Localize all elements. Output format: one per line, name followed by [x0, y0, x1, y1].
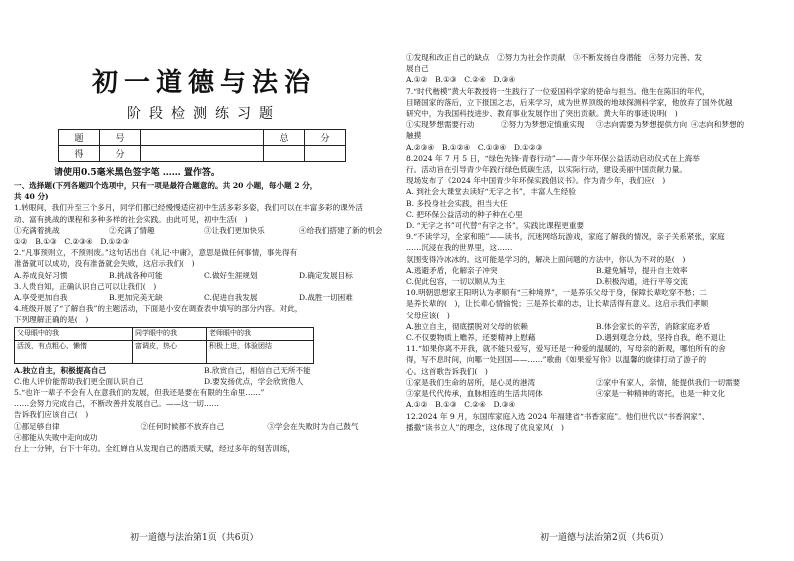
question-11-options	[406, 377, 786, 388]
question-2-cont: 准备就可以成功，没有准备就会失败，这启示我们( )	[14, 259, 195, 269]
question-6-options-cont: 展自己	[406, 64, 429, 74]
question-1-cont: 动、富有挑战的课程和多种多样的社会实践。由此可见，初中生活( )	[14, 214, 248, 224]
option: B.体会家长的辛苦，消除家庭矛盾	[596, 321, 711, 331]
option: D. “无字之书”可代替“有字之书”，实践比课程更重要	[406, 221, 585, 231]
score-cell: 题	[59, 130, 100, 146]
table-cell: 活泼，有点粗心、懒惰	[15, 340, 133, 363]
score-cell: 总	[264, 130, 305, 146]
option: ④家是一种精神的寄托，也是一种文化	[596, 389, 726, 399]
score-cell	[141, 130, 264, 146]
question-10: 10.明朝思想家王阳明认为孝顺有“三种境界”，一是养乐父母于身，保障长辈吃穿不愁；二	[406, 288, 707, 298]
option: B. 多投身社会实践，担当大任	[406, 198, 508, 208]
score-cell	[264, 146, 305, 162]
question-10-options-2	[406, 332, 786, 343]
option: C. 把环保公益活动的种子种在心里	[406, 209, 523, 219]
option: ③家是代代传承，血脉相连的生活共同体	[406, 389, 543, 399]
option: ①实现梦想需要行动	[406, 120, 475, 130]
question-1: 1.转眼间，我们升至三个多月，同学们都已经慢慢适应初中生活多彩多姿，我们可以在丰富多彩的课外活	[14, 203, 363, 213]
instruction-note: 请使用0.5毫米黑色签字笔 …… 置作答。	[54, 168, 220, 178]
question-9-cont: ……沉浸在我的世界里，这……	[406, 243, 513, 253]
option: B.挑战各种可能	[109, 270, 163, 280]
question-12: 12.2024 年 9 月，东国库家庭入选 2024 年福建省“书香家庭”。他们世代以“书香润家”、	[406, 411, 710, 421]
option: A.逃避矛盾，化解亲子冲突	[406, 265, 498, 275]
question-3-options	[14, 292, 394, 303]
question-9-options	[406, 265, 786, 276]
table-cell: 积极上进，体验团结	[206, 340, 313, 363]
option: D.要发扬优点，学会欣赏他人	[204, 376, 304, 386]
option: B.避免辅导，提升自主效率	[596, 265, 688, 275]
question-4-options	[14, 365, 394, 376]
question-7-cont: 研究中，为我国科技进步、教育事业发展作出了突出贡献。黄大年的事迹说明( )	[406, 109, 678, 119]
question-2: 2.“凡事预则立，不预则废。”这句话出自《礼记·中庸》，意思是做任何事情，事先得有	[14, 248, 298, 258]
question-11-cont: 心。这首歌告诉我们( )	[406, 366, 488, 376]
question-5-option-4: ④都能从失败中走向成功	[14, 432, 98, 442]
question-5-cont: ……会努力完成自己，不断改善并发展自己。——这一切……	[14, 399, 220, 409]
question-6: 台上一分钟，台下十年功。全红婵自从发现自己的潜质天赋，经过多年的刻苦训练，	[14, 444, 295, 454]
option: ①充满着挑战	[14, 225, 60, 235]
option: A. 到社会大课堂去读好“无字之书”，丰富人生经验	[406, 187, 576, 197]
question-4-table	[14, 327, 314, 364]
table-cell: 富调皮，热心	[133, 340, 207, 363]
option: A.享受更加自我	[14, 293, 68, 303]
option: ④志向和梦想的	[691, 120, 745, 130]
score-cell: 得	[59, 146, 100, 162]
question-7-options	[406, 119, 786, 130]
score-cell: 分	[100, 146, 141, 162]
option: B.更加完美无缺	[109, 293, 163, 303]
score-cell: 号	[100, 130, 141, 146]
question-8-cont: 现场发布了《2024 年中国青少年环保实践倡议书》。作为青少年，我们应( )	[406, 176, 666, 186]
option: ①都足够自律	[14, 421, 60, 431]
question-10-options	[406, 321, 786, 332]
option: ④给我们搭建了新的机会	[299, 225, 383, 235]
question-11-answers: A.①② B.①③ C.②④ D.③④	[406, 400, 516, 410]
question-11: 11.“如果你离不开我，就不能只爱写，爱写还是一种爱的温暖的，写母亲的新观，哪怕所有的舍	[406, 344, 726, 354]
option: ③学会在失败时为自己鼓气	[267, 421, 359, 431]
question-8: 8.2024 年 7 月 5 日，“绿色先锋·青春行动”——青少年环保公益活动启动仪式在上海举	[406, 153, 700, 163]
question-10-cont: 父母应该( )	[406, 310, 450, 320]
question-1-answers: ①② B.①③ C.②③④ D.①②③	[14, 237, 130, 247]
score-cell: 分	[305, 130, 346, 146]
section-heading: 一、选择题(下列各题四个选项中，只有一项是最符合题意的。共 20 小题，每小题 2 分，	[14, 181, 318, 190]
question-10-cont: 是养长辈的( )，让长辈心情愉悦；三是养长辈的志，让长辈活得有意义。这启示我们孝顺	[406, 299, 709, 309]
question-5: 5.“也许一辈子不会有人在意我们的发展，但我还是要在有限的生命里……”	[14, 388, 265, 398]
page-footer-right: 初一道德与法治第2页（共6页）	[540, 533, 669, 543]
question-2-options	[14, 270, 394, 281]
question-6-options: ①发现和改正自己的缺点 ②努力为社会作贡献 ③不断发扬自身潜能 ④努力完善、发	[406, 53, 703, 62]
option: C.促此包容，一切以顺从为主	[406, 277, 506, 287]
section-heading-cont: 共 40 分)	[14, 192, 49, 202]
question-11-options-2	[406, 388, 786, 399]
option: ②充满了情趣	[109, 225, 155, 235]
option: C.他人评价能帮助我们更全面认识自己	[14, 376, 144, 386]
option: ②任何时候都不放弃自己	[140, 421, 225, 431]
option: ②努力为梦想定慎重实现	[501, 120, 585, 130]
option: C.做好生涯规划	[204, 270, 258, 280]
option: ①家是我们生命的居所，是心灵的港湾	[406, 377, 536, 387]
question-4: 4.班级开展了“了解自我”的主题活动，下面是小安在调查表中填写的部分内容。对此，	[14, 304, 303, 314]
page-footer-left: 初一道德与法治第1页（共6页）	[130, 533, 259, 543]
score-table	[58, 129, 346, 162]
exam-subtitle: 阶段检测练习题	[127, 106, 281, 122]
question-1-options	[14, 225, 394, 236]
option: ③让我们更加快乐	[204, 225, 265, 235]
table-header: 父母眼中的我	[15, 327, 133, 340]
option: B.欣赏自己，相信自己无所不能	[204, 365, 311, 375]
option: C.促进自我发展	[204, 293, 258, 303]
option: D.战胜一切困难	[299, 293, 353, 303]
score-cell	[141, 146, 264, 162]
question-8-cont: 行。活动旨在引导青少年践行绿色低碳生活，以实际行动，建设美丽中国贡献力量。	[406, 165, 687, 175]
table-header: 老师眼中的我	[206, 327, 313, 340]
option: C.不仅要物质上赡养，还要精神上慰藉	[406, 333, 536, 343]
option: D.积极沟通，进行平等交流	[596, 277, 688, 287]
question-7-cont: 触摸	[406, 131, 422, 141]
table-header: 同学眼中的我	[133, 327, 207, 340]
question-7-answers: A.②③④ B.①②④ C.①③④ D.①②③	[406, 142, 543, 152]
right-page	[406, 52, 786, 507]
score-cell	[305, 146, 346, 162]
option: A.独立自主，彻底摆脱对父母的依赖	[406, 321, 528, 331]
option: A.养成良好习惯	[14, 270, 68, 280]
question-9: 9.“不读学习，全家和睦”——读书，沉迷网络玩游戏，家庭了解我的情况，亲子关系紧张，家庭	[406, 232, 725, 242]
question-9-options-2	[406, 276, 786, 287]
option: D.遇到观念分歧，坚持自我，绝不退让	[596, 333, 726, 343]
question-4-cont: 下列理解正确的是( )	[14, 315, 89, 325]
question-7: 7.“时代楷模”黄大年教授将一生践行了一位爱国科学家的使命与担当。他生在陈旧的年代，	[406, 86, 710, 96]
left-page	[14, 52, 394, 507]
option: A.独立自主，积极提高自己	[14, 365, 107, 375]
question-9-cont: 氛围变得冷冰冰的。这可能是学习的，解决上面问题的方法中，你认为不对的是( )	[406, 254, 686, 264]
option: ③志向需要为梦想提供方向	[596, 120, 688, 130]
question-7-cont: 目睹国家的落后，立下报国之志，后来学习，成为世界顶级的地球探测科学家，他放弃了国外优越	[406, 97, 733, 107]
question-11-cont: 得，写不息时间，向哪一处回国——……”歌曲《如果爱写你》以温馨的旋律打动了游子的	[406, 355, 707, 365]
exam-title: 初一道德与法治	[91, 68, 316, 98]
option: D.确定发展目标	[299, 270, 353, 280]
question-12-cont: 播撒“读书立人”的理念，这体现了优良家风( )	[406, 422, 564, 432]
question-3: 3.人贵自知，正确认识自己可以让我们( )	[14, 281, 157, 291]
question-5-options	[14, 421, 394, 432]
question-4-options-2	[14, 376, 394, 387]
question-6-answers: A.①② B.①③ C.②④ D.③④	[406, 75, 516, 85]
question-5-cont: 告诉我们应该自己( )	[14, 410, 89, 420]
option: ②家中有家人，亲情，能提供我们一切需要	[596, 377, 741, 387]
